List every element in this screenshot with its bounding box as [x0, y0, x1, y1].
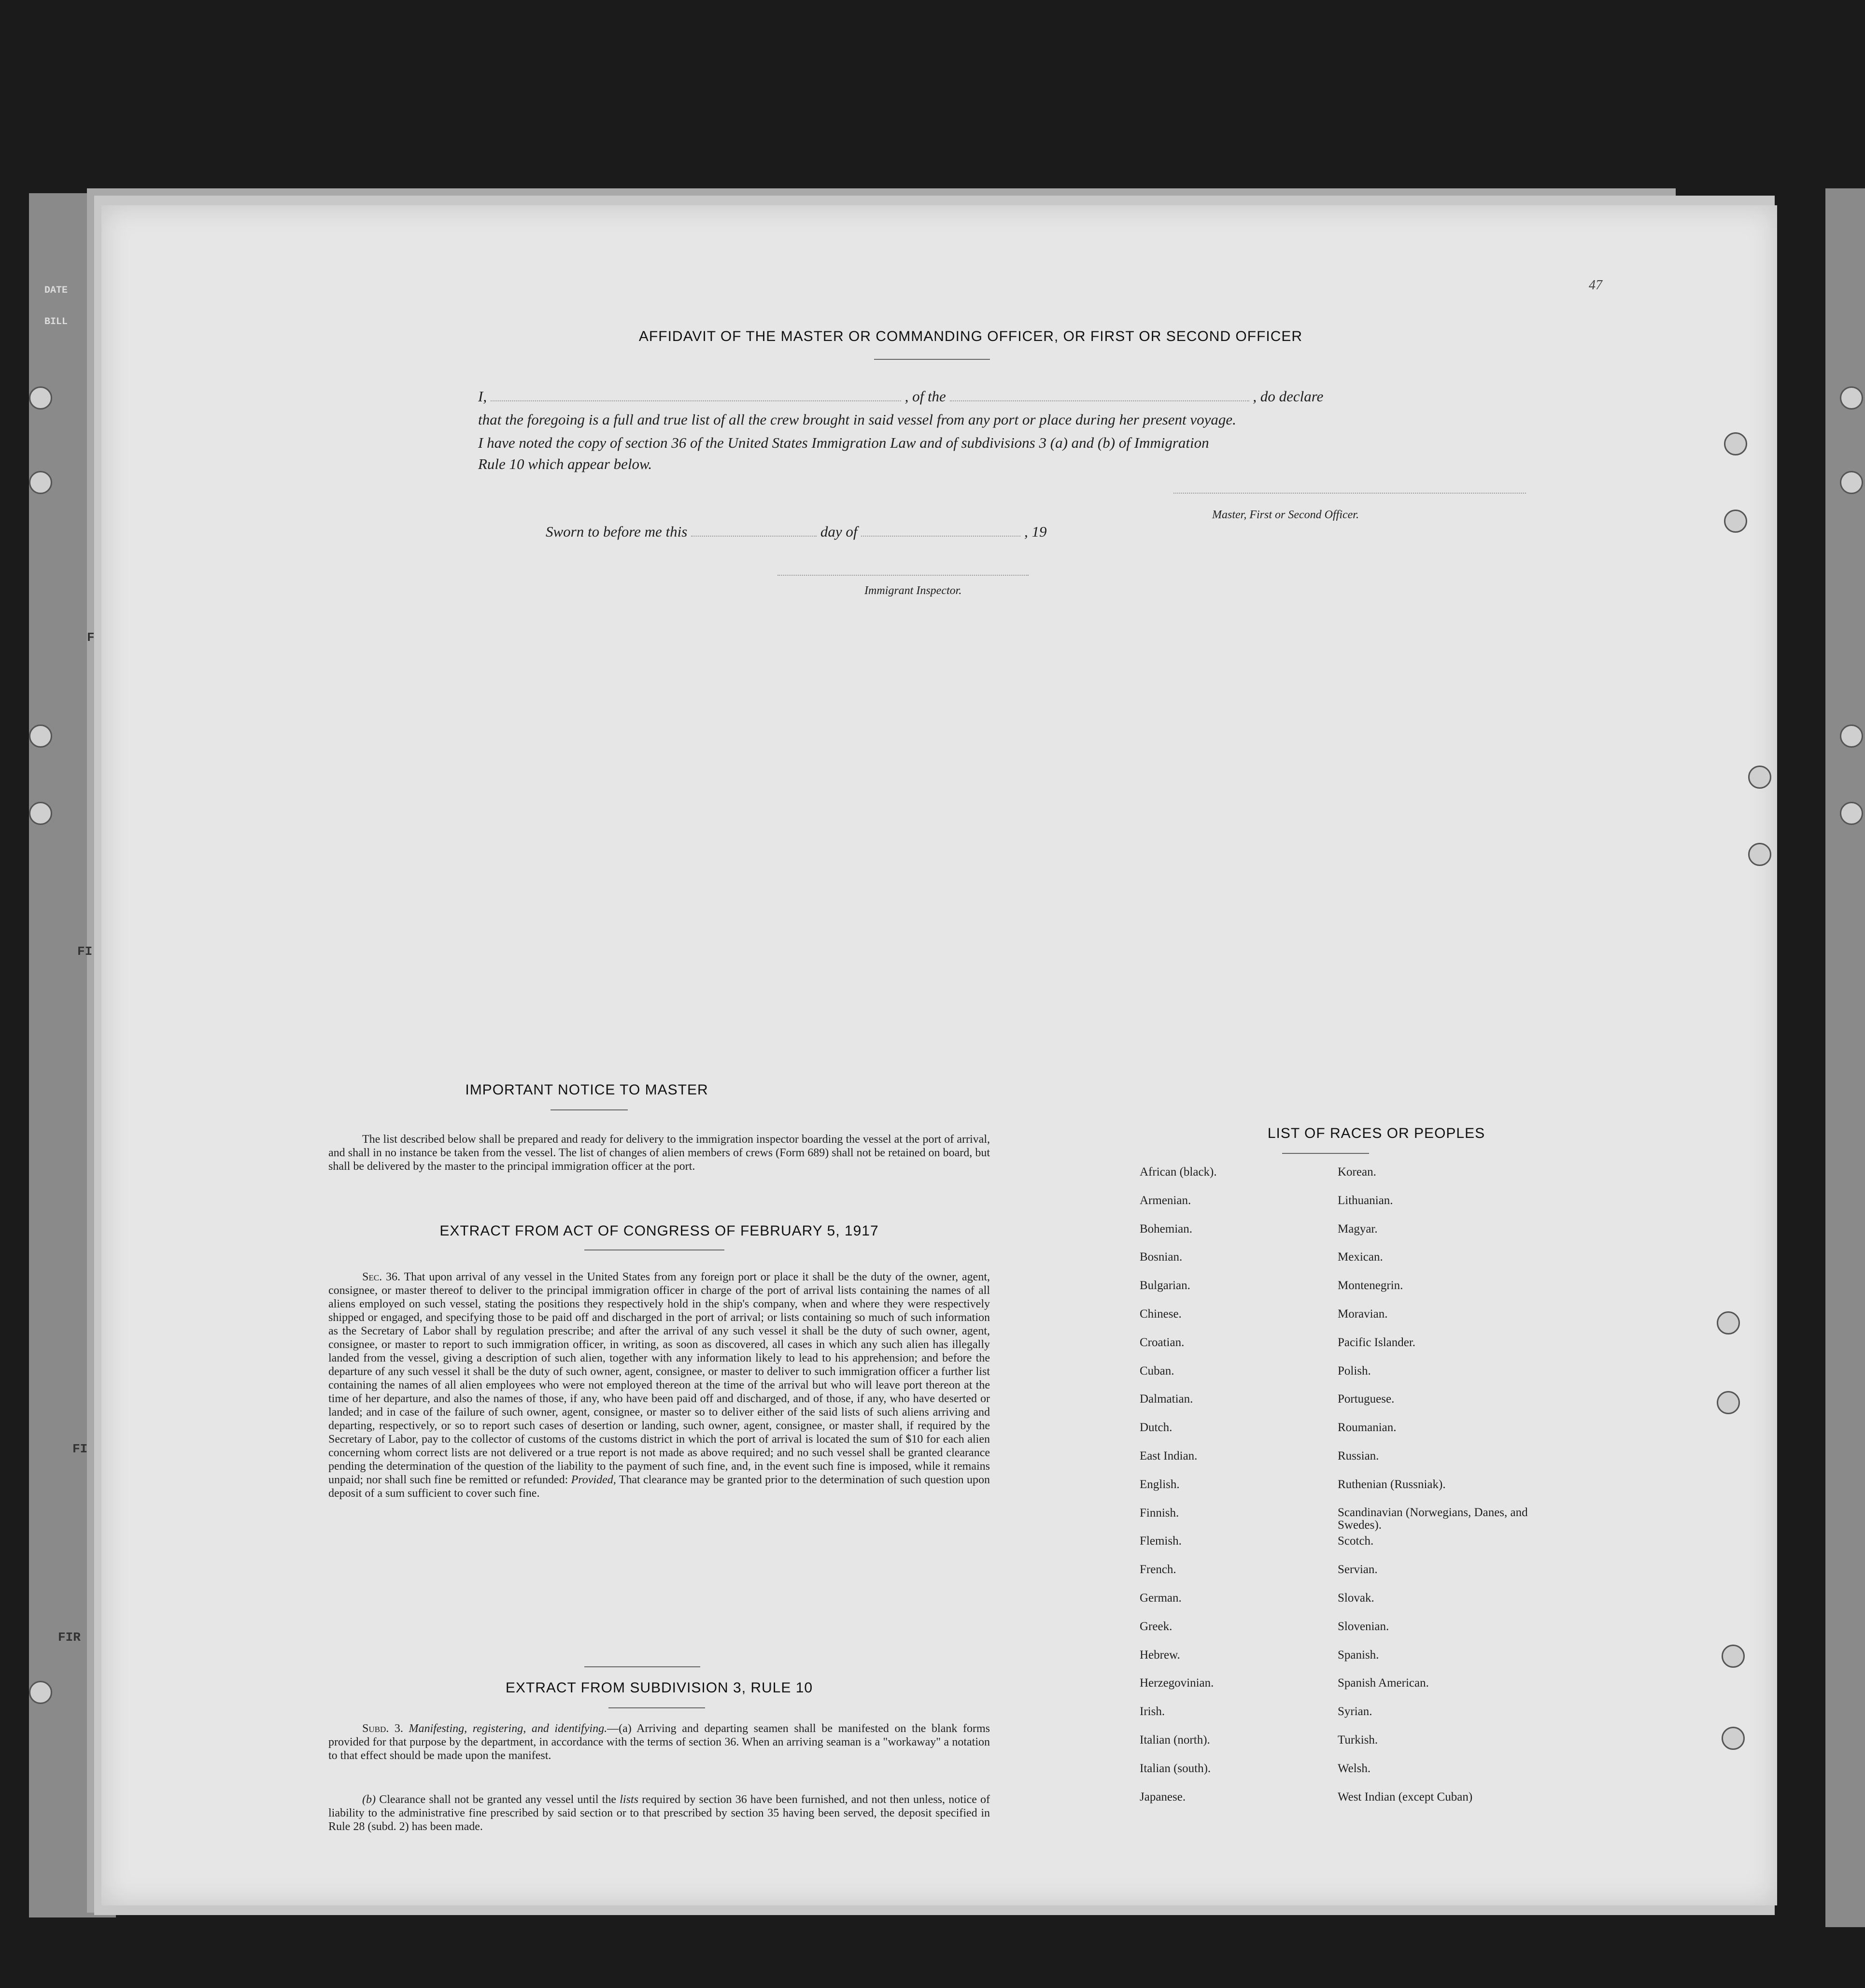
binder-hole: [1724, 510, 1747, 533]
edge-label: DATE: [44, 285, 68, 296]
race-item: Greek.: [1140, 1619, 1173, 1633]
race-item: Moravian.: [1338, 1307, 1388, 1321]
race-item: German.: [1140, 1591, 1182, 1605]
edge-label: F: [87, 630, 95, 645]
binder-hole: [1717, 1311, 1740, 1335]
race-item: Roumanian.: [1338, 1421, 1397, 1434]
race-item: Russian.: [1338, 1449, 1379, 1463]
race-item: Croatian.: [1140, 1335, 1185, 1349]
race-item: Dalmatian.: [1140, 1392, 1193, 1406]
subd-b-lead: (b): [362, 1793, 376, 1806]
affidavit-line-3: I have noted the copy of section 36 of the United States Immigration Law and of subdivisions 3 (a) and (b) of Immigration: [478, 434, 1209, 451]
race-item: Chinese.: [1140, 1307, 1182, 1321]
notice-title: IMPORTANT NOTICE TO MASTER: [465, 1082, 708, 1098]
act-lead: Sec. 36.: [362, 1271, 400, 1283]
act-text: That upon arrival of any vessel in the United States from any foreign port or place it shall be the duty of the owner, agent, consignee, or master thereof to deliver to the principal immigration officer in charge of the port of arrival lists containing the names of all aliens employed on such vessel, stating the positions they respectively hold in the ship's company, when and where they were respectively shipped or engaged, and specifying those to be paid off and discharged in the port of arrival; or lists containing so much of such information as the Secretary of Labor shall by regulation prescribe; and after the arrival of any such vessel it shall be the duty of such owner, agent, consignee, or master to report to such immigration officer, in writing, as soon as discovered, all cases in which any such alien has illegally landed from the vessel, giving a description of such alien, together with any information likely to lead to his apprehension; and before the departure of any such vessel it shall be the duty of such owner, agent, consignee, or master to deliver to such immigration officer a further list containing the names of all alien employees who were not employed thereon at the time of the arrival but who will leave port thereon at the time of her departure, and also the names of those, if any, who have been paid off and discharged, and of those, if any, who have deserted or landed; and in case of the failure of such owner, agent, consignee, or master so to deliver either of the said lists of such aliens arriving and departing, respectively, or so to report such cases of desertion or landing, such owner, agent, consignee, or master shall, if required by the Secretary of Labor, pay to the collector of customs of the customs district in which the port of arrival is located the sum of $10 for each alien concerning whom correct lists are not delivered or a true report is not made as above required; and no such vessel shall be granted clearance pending the determination of the question of the liability to the payment of such fine, and, in the event such fine is imposed, while it remains unpaid; nor shall such fine be remitted or refunded:: [328, 1271, 990, 1486]
affidavit-declare-label: , do declare: [1253, 388, 1324, 405]
day-of-label: day of: [820, 523, 858, 540]
inspector-label: Immigrant Inspector.: [864, 584, 962, 597]
edge-label: FIR: [58, 1630, 81, 1645]
sworn-line: [546, 523, 1125, 540]
races-right-column: [1338, 1165, 1540, 1818]
act-title: EXTRACT FROM ACT OF CONGRESS OF FEBRUARY 5, 1917: [439, 1223, 879, 1239]
race-item: Polish.: [1338, 1364, 1371, 1377]
race-item: Irish.: [1140, 1705, 1165, 1718]
race-item: Hebrew.: [1140, 1648, 1180, 1661]
race-item: Portuguese.: [1338, 1392, 1395, 1406]
race-item: Bosnian.: [1140, 1250, 1183, 1264]
race-item: Cuban.: [1140, 1364, 1174, 1377]
binder-hole: [1724, 432, 1747, 455]
races-left-column: [1140, 1165, 1342, 1818]
act-section-36: [328, 1270, 990, 1500]
subd-b-lists: lists: [620, 1793, 638, 1806]
adjacent-page-right: [1825, 188, 1865, 1927]
rule10-para-b: [328, 1793, 990, 1833]
race-item: Ruthenian (Russniak).: [1338, 1477, 1446, 1491]
race-item: Slovenian.: [1338, 1619, 1389, 1633]
race-item: Dutch.: [1140, 1421, 1173, 1434]
inspector-signature-line[interactable]: [777, 575, 1029, 576]
race-item: Mexican.: [1338, 1250, 1383, 1264]
act-proviso-label: Provided,: [571, 1474, 616, 1486]
subd-title: Manifesting, registering, and identifying.: [409, 1722, 608, 1735]
race-item: Bulgarian.: [1140, 1279, 1190, 1292]
year-label: , 19: [1024, 523, 1047, 540]
race-item: African (black).: [1140, 1165, 1217, 1179]
race-item: Scotch.: [1338, 1534, 1374, 1548]
binder-hole: [1722, 1645, 1745, 1668]
binder-hole: [1748, 843, 1771, 866]
affidavit-title: AFFIDAVIT OF THE MASTER OR COMMANDING OFFICER, OR FIRST OR SECOND OFFICER: [638, 328, 1303, 344]
race-item: Italian (south).: [1140, 1761, 1211, 1775]
notice-text: The list described below shall be prepared and ready for delivery to the immigration inspector boarding the vessel at the port of arrival, and shall in no instance be taken from the vessel. The list of changes of alien members of crews (Form 689) shall not be retained on board, but shall be delivered by the master to the principal immigration officer at the port.: [328, 1133, 990, 1173]
race-item: Finnish.: [1140, 1506, 1179, 1519]
rule10-para-a: [328, 1722, 990, 1762]
binder-hole: [29, 802, 52, 825]
subd-lead: Subd. 3.: [362, 1722, 403, 1735]
act-proviso-text: That clearance may be granted prior to the determination of such question upon deposit of a sum sufficient to cover such fine.: [328, 1474, 990, 1500]
race-item: Lithuanian.: [1338, 1193, 1393, 1207]
divider: [1282, 1153, 1369, 1154]
affidavit-line-4: Rule 10 which appear below.: [478, 455, 652, 472]
corner-mark: 47: [1589, 278, 1602, 293]
race-item: Servian.: [1338, 1563, 1378, 1576]
race-item: French.: [1140, 1563, 1176, 1576]
race-item: Spanish.: [1338, 1648, 1379, 1661]
race-item: Turkish.: [1338, 1733, 1378, 1747]
race-item: English.: [1140, 1477, 1180, 1491]
day-blank[interactable]: [691, 536, 817, 537]
race-item: Japanese.: [1140, 1790, 1186, 1803]
edge-label: BILL: [44, 316, 68, 327]
binder-hole: [1748, 766, 1771, 789]
affidavit-line-2: that the foregoing is a full and true list of all the crew brought in said vessel from any port or place during her present voyage.: [478, 411, 1236, 428]
manifest-page: [101, 205, 1777, 1905]
sworn-label: Sworn to before me this: [546, 523, 688, 540]
edge-label: FI: [72, 1442, 88, 1456]
race-item: Scandinavian (Norwegians, Danes, and Swedes).: [1338, 1505, 1528, 1532]
race-item: Korean.: [1338, 1165, 1376, 1179]
binder-hole: [1840, 724, 1863, 748]
binder-hole: [1840, 802, 1863, 825]
affidavit-line-1: [478, 388, 1540, 405]
binder-hole: [1717, 1391, 1740, 1414]
binder-hole: [1722, 1727, 1745, 1750]
divider: [551, 1109, 628, 1110]
race-item: Bohemian.: [1140, 1222, 1193, 1235]
binder-hole: [1840, 471, 1863, 494]
binder-hole: [29, 724, 52, 748]
race-item: Montenegrin.: [1338, 1279, 1403, 1292]
vessel-blank[interactable]: [950, 400, 1249, 401]
binder-hole: [29, 471, 52, 494]
affidavit-i-label: I,: [478, 388, 487, 405]
master-signature-line[interactable]: [1173, 493, 1526, 494]
race-item: West Indian (except Cuban): [1338, 1790, 1473, 1803]
race-item: Welsh.: [1338, 1761, 1371, 1775]
month-blank[interactable]: [861, 536, 1020, 537]
race-item: Pacific Islander.: [1338, 1335, 1416, 1349]
subd-b-text-1: Clearance shall not be granted any vessel until the: [379, 1793, 617, 1806]
race-item: East Indian.: [1140, 1449, 1198, 1463]
master-signature-label: Master, First or Second Officer.: [1212, 509, 1359, 521]
divider: [874, 359, 990, 360]
binder-hole: [29, 1681, 52, 1704]
divider: [584, 1666, 700, 1667]
race-item: Spanish American.: [1338, 1676, 1429, 1690]
race-item: Italian (north).: [1140, 1733, 1210, 1747]
race-item: Flemish.: [1140, 1534, 1182, 1548]
race-item: Syrian.: [1338, 1705, 1372, 1718]
race-item: Magyar.: [1338, 1222, 1378, 1235]
binder-hole: [29, 386, 52, 410]
subd-b-text-2: required by section 36 have been furnished, and not then unless, notice of liability to the administrative fine prescribed by said section or to that prescribed by section 35 having been served, the deposit specified in Rule 28 (subd. 2) has been made.: [328, 1793, 990, 1833]
race-item: Slovak.: [1338, 1591, 1374, 1605]
subd-a-text: —(a) Arriving and departing seamen shall be manifested on the blank forms provided for that purpose by the department, in accordance with the terms of section 36. When an arriving seaman is a "workaway" a notation to that effect should be made upon the manifest.: [328, 1722, 990, 1762]
binder-hole: [1840, 386, 1863, 410]
races-title: LIST OF RACES OR PEOPLES: [1267, 1125, 1485, 1141]
race-item: Herzegovinian.: [1140, 1676, 1214, 1690]
affidavit-of-label: , of the: [904, 388, 946, 405]
divider: [608, 1707, 705, 1708]
race-item: Armenian.: [1140, 1193, 1191, 1207]
edge-label: FI: [77, 944, 93, 959]
rule10-title: EXTRACT FROM SUBDIVISION 3, RULE 10: [505, 1680, 813, 1696]
name-blank[interactable]: [491, 400, 901, 401]
